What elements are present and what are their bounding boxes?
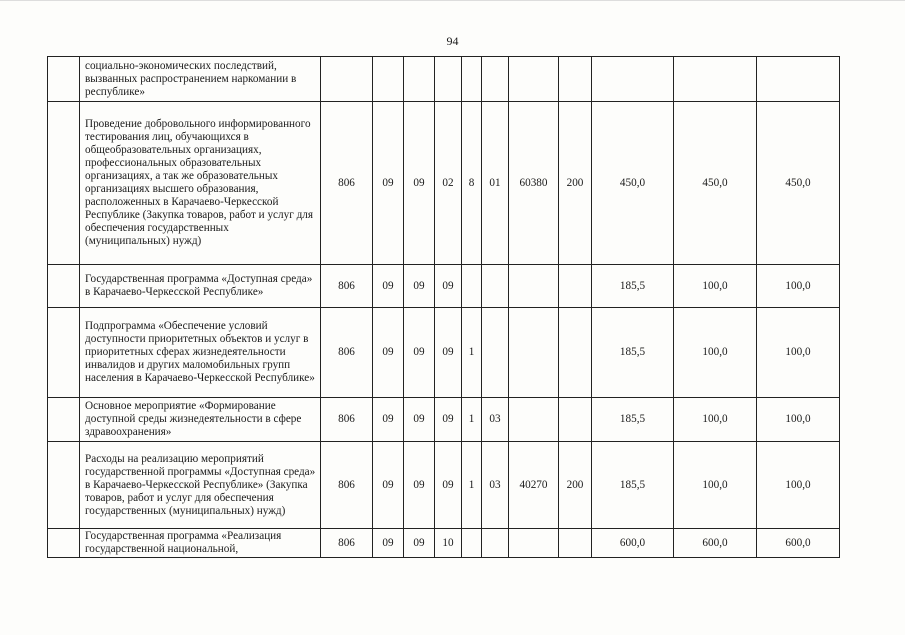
amount-year2-cell: 450,0 <box>674 102 757 265</box>
item-name-cell: Расходы на реализацию мероприятий государственной программы «Доступная среда» в Карачаево-Черкесской Республике» (Закупка товаров, работ и услуг для обеспечения государственных (муниципальных) нужд) <box>80 442 321 529</box>
table-row <box>48 442 840 529</box>
amount-year2-cell: 600,0 <box>674 529 757 558</box>
event-cell <box>482 308 509 398</box>
table-row <box>48 265 840 308</box>
program-cell: 10 <box>435 529 462 558</box>
subprogram-cell <box>462 57 482 102</box>
scan-top-edge <box>0 0 905 1</box>
subprogram-cell <box>462 529 482 558</box>
amount-year1-cell: 600,0 <box>592 529 674 558</box>
amount-year3-cell: 100,0 <box>757 442 840 529</box>
budget-table <box>47 56 840 558</box>
item-name-cell: Проведение добровольного информированного тестирования лиц, обучающихся в общеобразовательных организациях, профессиональных образовательных организациях, а так же образовательных организациях высшего образования, расположенных в Карачаево-Черкесской Республике (Закупка товаров, работ и услуг для обеспечения государственных (муниципальных) нужд) <box>80 102 321 265</box>
event-cell <box>482 529 509 558</box>
direction-cell <box>509 398 559 442</box>
direction-cell <box>509 265 559 308</box>
page-number: 94 <box>446 34 459 48</box>
amount-year3-cell: 100,0 <box>757 265 840 308</box>
table-body <box>48 57 840 558</box>
subprogram-cell: 1 <box>462 398 482 442</box>
section-cell: 09 <box>373 308 404 398</box>
section-cell <box>373 57 404 102</box>
table-row <box>48 308 840 398</box>
subsection-cell: 09 <box>404 265 435 308</box>
amount-year2-cell: 100,0 <box>674 308 757 398</box>
row-number-cell <box>48 308 80 398</box>
item-name-cell: Основное мероприятие «Формирование доступной среды жизнедеятельности в сфере здравоохранения» <box>80 398 321 442</box>
section-cell: 09 <box>373 102 404 265</box>
amount-year1-cell: 185,5 <box>592 308 674 398</box>
section-cell: 09 <box>373 398 404 442</box>
direction-cell <box>509 308 559 398</box>
amount-year3-cell <box>757 57 840 102</box>
ministry-code-cell: 806 <box>321 102 373 265</box>
direction-cell <box>509 529 559 558</box>
table-row <box>48 529 840 558</box>
subprogram-cell: 8 <box>462 102 482 265</box>
subprogram-cell: 1 <box>462 442 482 529</box>
expense-type-cell <box>559 529 592 558</box>
direction-cell <box>509 57 559 102</box>
expense-type-cell: 200 <box>559 102 592 265</box>
expense-type-cell <box>559 308 592 398</box>
subsection-cell: 09 <box>404 442 435 529</box>
table-row <box>48 102 840 265</box>
row-number-cell <box>48 102 80 265</box>
amount-year2-cell: 100,0 <box>674 265 757 308</box>
program-cell: 09 <box>435 442 462 529</box>
program-cell: 09 <box>435 308 462 398</box>
ministry-code-cell: 806 <box>321 442 373 529</box>
expense-type-cell: 200 <box>559 442 592 529</box>
expense-type-cell <box>559 398 592 442</box>
item-name-cell: социально-экономических последствий, вызванных распространением наркомании в республике» <box>80 57 321 102</box>
amount-year1-cell: 185,5 <box>592 265 674 308</box>
program-cell: 02 <box>435 102 462 265</box>
ministry-code-cell: 806 <box>321 308 373 398</box>
item-name-cell: Государственная программа «Реализация государственной национальной, <box>80 529 321 558</box>
table-row <box>48 398 840 442</box>
amount-year3-cell: 450,0 <box>757 102 840 265</box>
event-cell: 03 <box>482 398 509 442</box>
amount-year2-cell: 100,0 <box>674 442 757 529</box>
subsection-cell <box>404 57 435 102</box>
section-cell: 09 <box>373 265 404 308</box>
ministry-code-cell <box>321 57 373 102</box>
row-number-cell <box>48 265 80 308</box>
program-cell <box>435 57 462 102</box>
subsection-cell: 09 <box>404 529 435 558</box>
amount-year3-cell: 600,0 <box>757 529 840 558</box>
amount-year1-cell: 185,5 <box>592 442 674 529</box>
expense-type-cell <box>559 265 592 308</box>
event-cell: 03 <box>482 442 509 529</box>
event-cell: 01 <box>482 102 509 265</box>
item-name-cell: Подпрограмма «Обеспечение условий доступности приоритетных объектов и услуг в приоритетных сферах жизнедеятельности инвалидов и других маломобильных групп населения в Карачаево-Черкесской Республике» <box>80 308 321 398</box>
amount-year3-cell: 100,0 <box>757 398 840 442</box>
row-number-cell <box>48 529 80 558</box>
subsection-cell: 09 <box>404 102 435 265</box>
subprogram-cell: 1 <box>462 308 482 398</box>
amount-year3-cell: 100,0 <box>757 308 840 398</box>
program-cell: 09 <box>435 265 462 308</box>
amount-year1-cell: 450,0 <box>592 102 674 265</box>
section-cell: 09 <box>373 529 404 558</box>
expense-type-cell <box>559 57 592 102</box>
subsection-cell: 09 <box>404 308 435 398</box>
program-cell: 09 <box>435 398 462 442</box>
table-row <box>48 57 840 102</box>
ministry-code-cell: 806 <box>321 529 373 558</box>
subprogram-cell <box>462 265 482 308</box>
row-number-cell <box>48 57 80 102</box>
item-name-cell: Государственная программа «Доступная среда» в Карачаево-Черкесской Республике» <box>80 265 321 308</box>
event-cell <box>482 57 509 102</box>
event-cell <box>482 265 509 308</box>
amount-year2-cell <box>674 57 757 102</box>
amount-year1-cell <box>592 57 674 102</box>
direction-cell: 60380 <box>509 102 559 265</box>
subsection-cell: 09 <box>404 398 435 442</box>
ministry-code-cell: 806 <box>321 265 373 308</box>
section-cell: 09 <box>373 442 404 529</box>
ministry-code-cell: 806 <box>321 398 373 442</box>
direction-cell: 40270 <box>509 442 559 529</box>
row-number-cell <box>48 442 80 529</box>
amount-year2-cell: 100,0 <box>674 398 757 442</box>
row-number-cell <box>48 398 80 442</box>
amount-year1-cell: 185,5 <box>592 398 674 442</box>
